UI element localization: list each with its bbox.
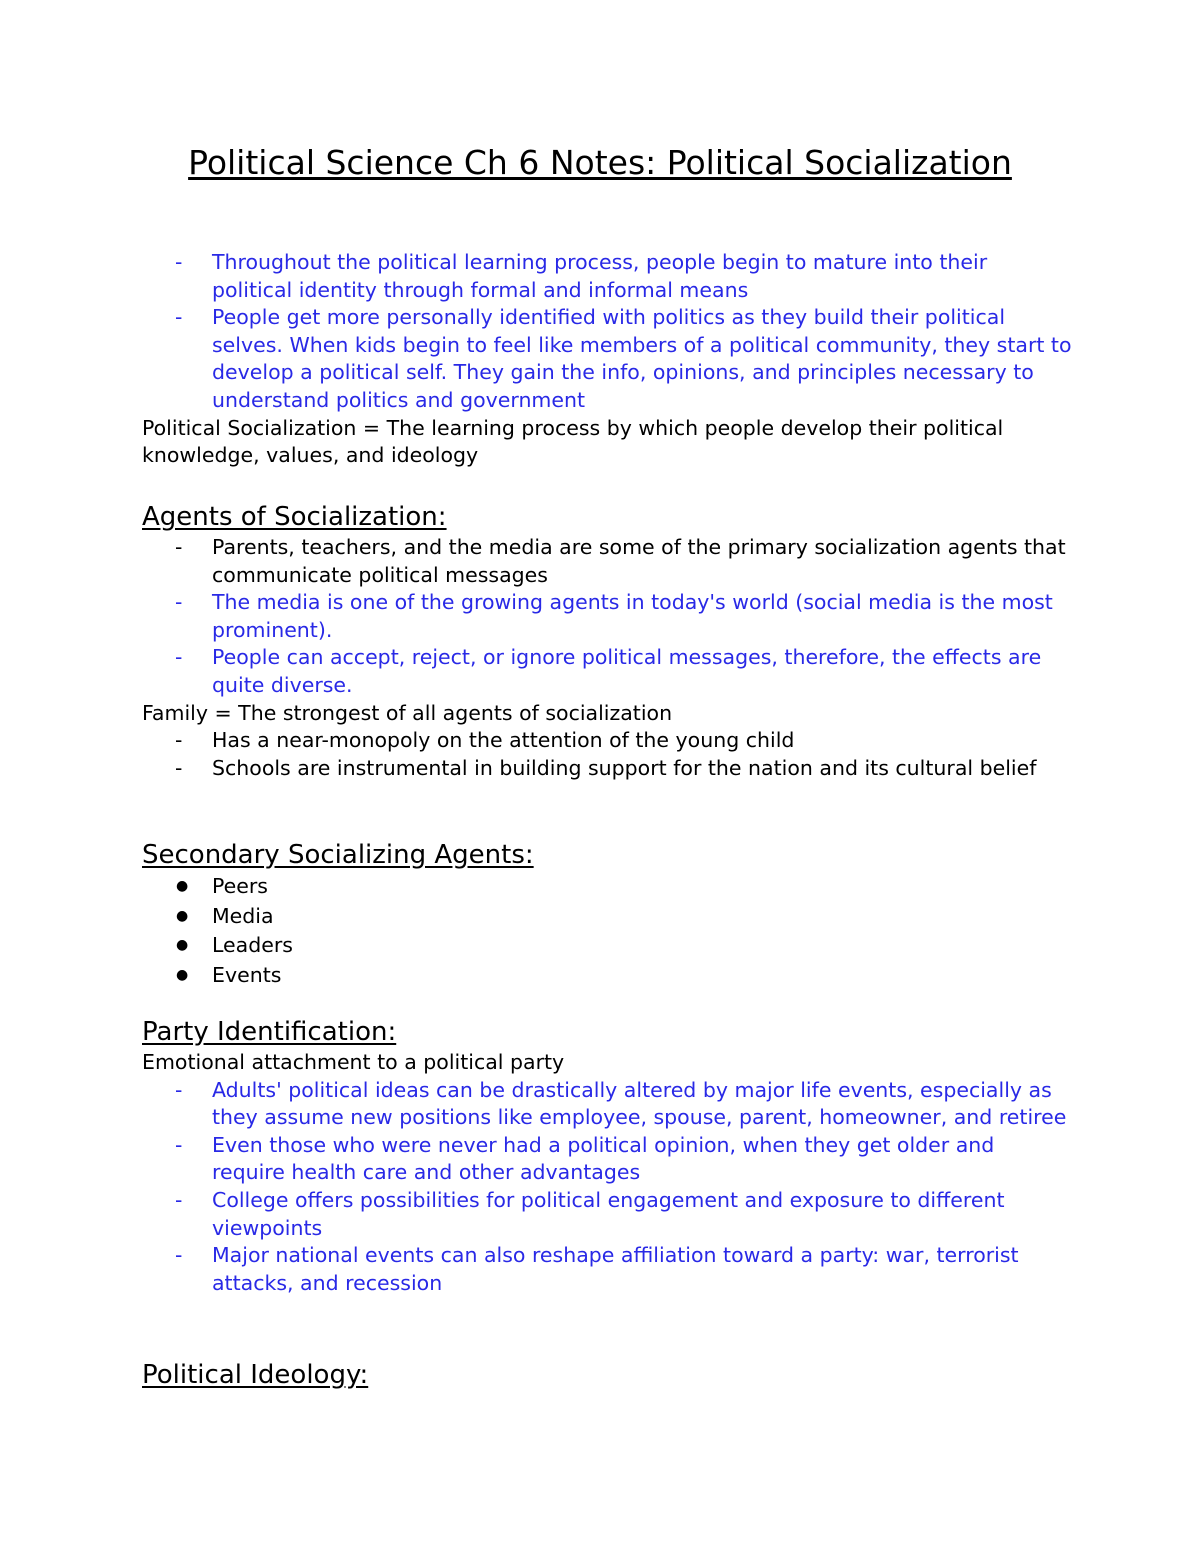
party-section <box>142 1015 1072 1297</box>
family-list <box>142 727 1072 782</box>
party-definition: Emotional attachment to a political party <box>142 1050 565 1074</box>
list-item: - Throughout the political learning process, people begin to mature into their political identity through formal and informal means <box>175 250 988 302</box>
secondary-list <box>142 872 1072 990</box>
secondary-section <box>142 838 1072 990</box>
list-item: - Major national events can also reshape affiliation toward a party: war, terrorist attacks, and recession <box>175 1243 1019 1295</box>
dash-marker: - <box>175 1243 183 1268</box>
agents-section <box>142 500 1072 782</box>
list-item: - College offers possibilities for political engagement and exposure to different viewpoints <box>175 1187 1005 1240</box>
list-item: - Has a near-monopoly on the attention of the young child <box>142 727 1072 755</box>
agents-list <box>142 534 1072 700</box>
ideology-section <box>142 1358 1072 1392</box>
intro-list <box>142 249 1072 415</box>
page-title: Political Science Ch 6 Notes: Political Socialization <box>188 143 1012 182</box>
list-item: ● Events <box>142 961 1072 991</box>
definition-text: Political Socialization = The learning process by which people develop their political knowledge, values, and ideology <box>142 415 1004 468</box>
list-item: - People can accept, reject, or ignore political messages, therefore, the effects are quite diverse. <box>175 645 1042 697</box>
family-definition: Family = The strongest of all agents of socialization <box>142 700 673 725</box>
section-heading: Political Ideology: <box>142 1360 369 1390</box>
list-item: - The media is one of the growing agents in today's world (social media is the most prominent). <box>175 590 1053 642</box>
dash-marker: - <box>175 1187 183 1212</box>
bullet-dot-icon: ● <box>176 937 189 953</box>
list-item: ● Leaders <box>142 931 1072 961</box>
dash-marker: - <box>175 1077 183 1102</box>
dash-marker: - <box>175 590 183 615</box>
bullet-dot-icon: ● <box>176 966 189 983</box>
dash-marker: - <box>175 728 183 753</box>
dash-marker: - <box>175 645 183 670</box>
list-item: ● Media <box>142 902 1072 932</box>
section-heading: Secondary Socializing Agents: <box>142 840 534 870</box>
dash-marker: - <box>175 755 183 780</box>
section-heading: Agents of Socialization: <box>142 502 447 532</box>
list-item: - Parents, teachers, and the media are some of the primary socialization agents that communicate political messages <box>175 535 1066 587</box>
section-heading: Party Identification: <box>142 1017 397 1047</box>
dash-marker: - <box>175 250 183 274</box>
list-item: - Even those who were never had a political opinion, when they get older and require health care and other advantages <box>175 1132 995 1185</box>
list-item: - People get more personally identified with politics as they build their political selves. When kids begin to feel like members of a political community, they start to develop a political self. They gain the info, opinions, and principles necessary to understand politics and government <box>175 305 1072 412</box>
intro-section <box>142 249 1072 470</box>
list-item: - Adults' political ideas can be drastically altered by major life events, especially as they assume new positions like employee, spouse, parent, homeowner, and retiree <box>175 1077 1067 1130</box>
list-item: ● Peers <box>142 872 1072 902</box>
bullet-dot-icon: ● <box>176 878 189 894</box>
list-item: - Schools are instrumental in building support for the nation and its cultural belief <box>142 755 1072 783</box>
bullet-dot-icon: ● <box>176 907 189 924</box>
party-list <box>142 1077 1072 1298</box>
dash-marker: - <box>175 1132 183 1157</box>
dash-marker: - <box>175 535 183 559</box>
dash-marker: - <box>175 305 183 330</box>
